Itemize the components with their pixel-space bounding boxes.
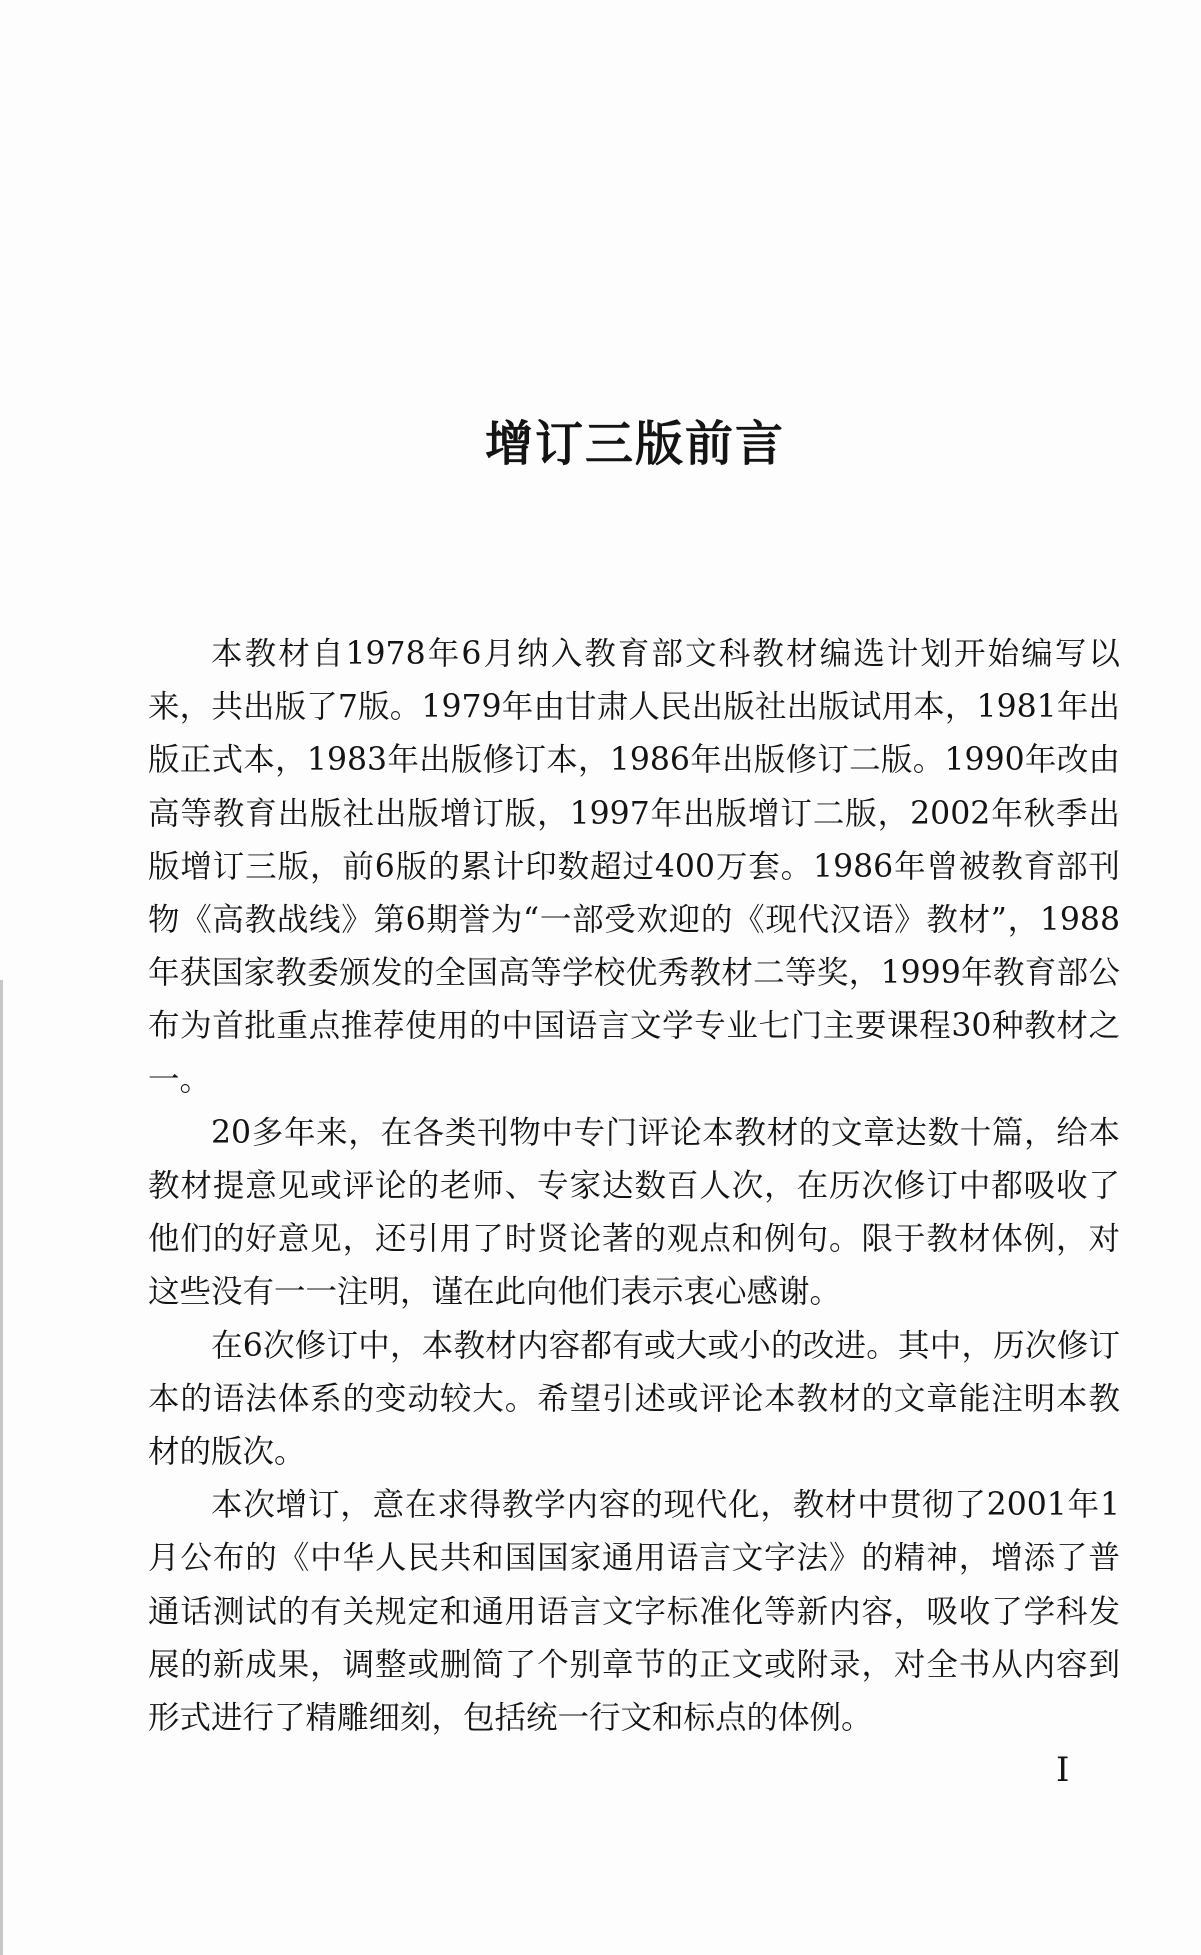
paragraph-2: 20多年来，在各类刊物中专门评论本教材的文章达数十篇，给本教材提意见或评论的老师、专家达数百人次，在历次修订中都吸收了他们的好意见，还引用了时贤论著的观点和例句。限于教材体例，对这些没有一一注明，谨在此向他们表示衷心感谢。 [148, 1114, 1120, 1311]
paragraph-4: 本次增订，意在求得教学内容的现代化，教材中贯彻了2001年1月公布的《中华人民共和国国家通用语言文字法》的精神，增添了普通话测试的有关规定和通用语言文字标准化等新内容，吸收了学科发展的新成果，调整或删简了个别章节的正文或附录，对全书从内容到形式进行了精雕细刻，包括统一行文和标点的体例。 [148, 1487, 1120, 1737]
paragraph-1: 本教材自1978年6月纳入教育部文科教材编选计划开始编写以来，共出版了7版。1979年由甘肃人民出版社出版试用本，1981年出版正式本，1983年出版修订本，1986年出版修订二版。1990年改由高等教育出版社出版增订版，1997年出版增订二版，2002年秋季出版增订三版，前6版的累计印数超过400万套。1986年曾被教育部刊物《高教战线》第6期誉为“一部受欢迎的《现代汉语》教材”，1988年获国家教委颁发的全国高等学校优秀教材二等奖，1999年教育部公布为首批重点推荐使用的中国语言文学专业七门主要课程30种教材之一。 [148, 636, 1120, 1098]
scan-edge-shadow [0, 980, 3, 1955]
preface-body [148, 628, 1120, 1745]
page-title: 增订三版前言 [484, 416, 785, 472]
paragraph-3: 在6次修订中，本教材内容都有或大或小的改进。其中，历次修订本的语法体系的变动较大。希望引述或评论本教材的文章能注明本教材的版次。 [148, 1327, 1120, 1471]
page-number: I [1056, 1750, 1070, 1790]
